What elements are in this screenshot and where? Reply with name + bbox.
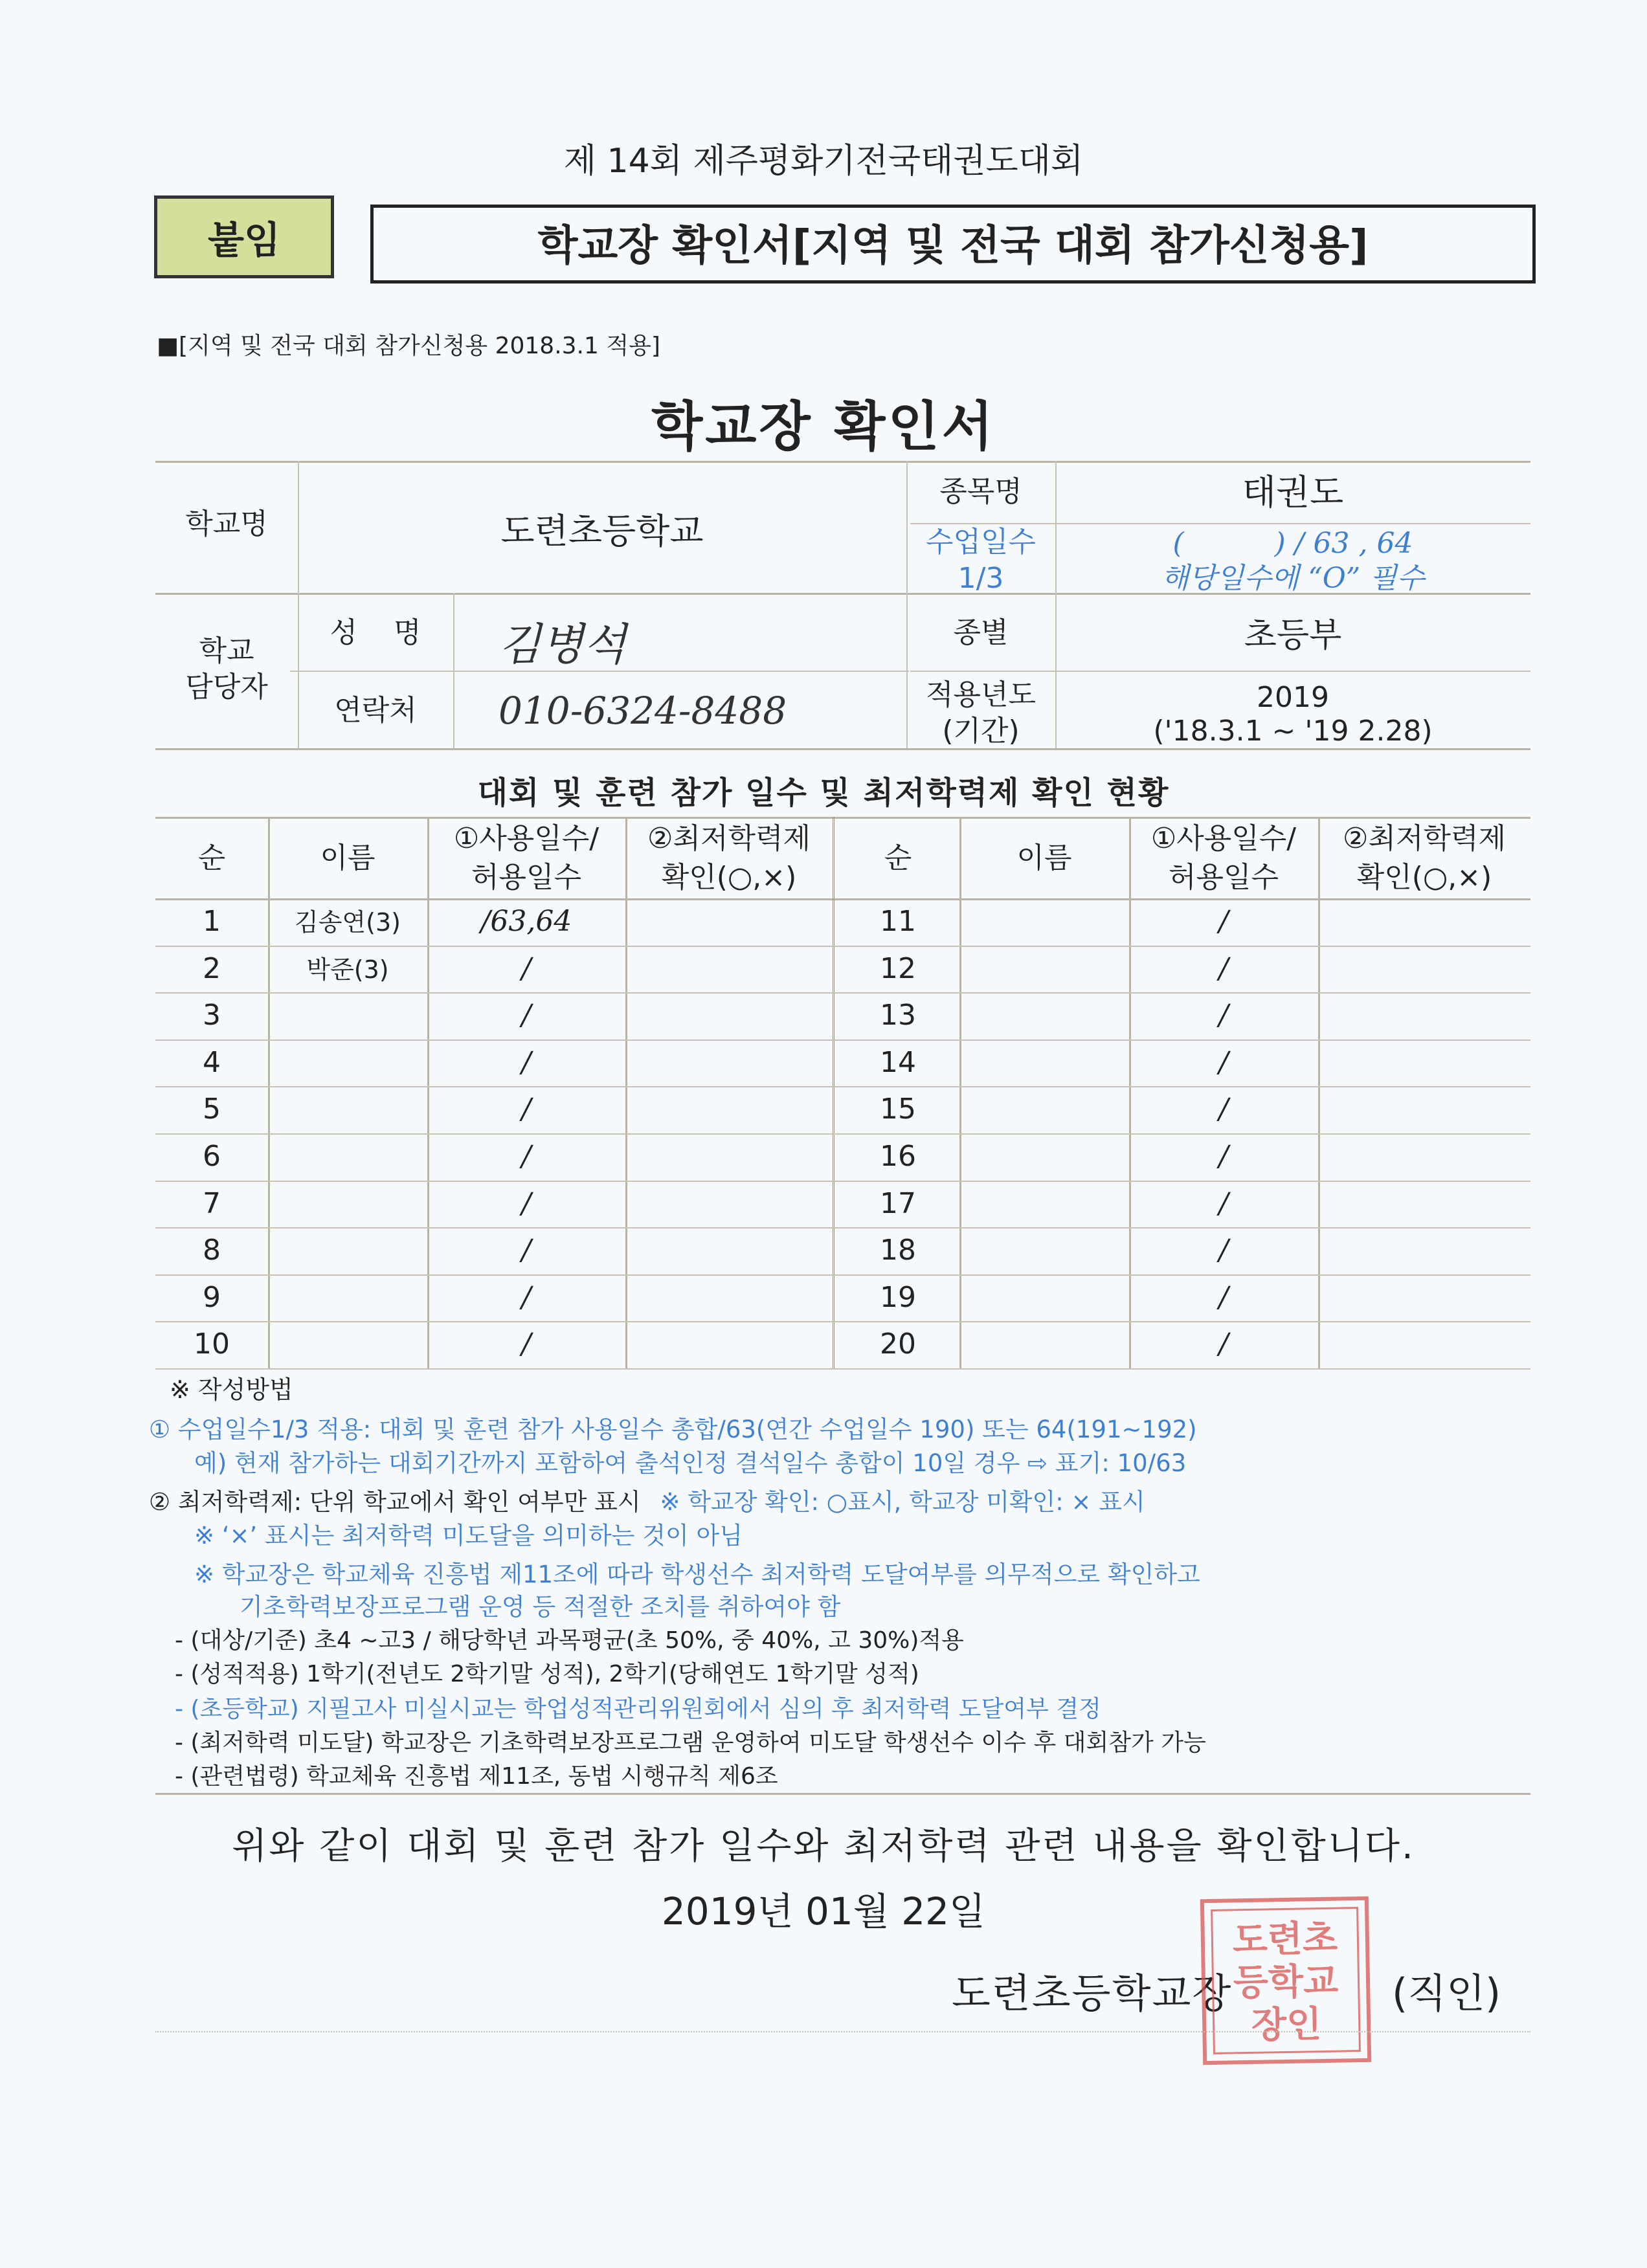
row-no-left: 4 xyxy=(203,1046,221,1079)
row-no-right: 15 xyxy=(880,1093,916,1126)
header-check-left-2: 확인(○,×) xyxy=(661,861,797,894)
name-label: 성 명 xyxy=(330,616,421,649)
row-days-left: / xyxy=(521,999,532,1032)
table-row-divider xyxy=(155,1133,1530,1135)
header-days-right-1: ①사용일수/ xyxy=(1150,822,1297,855)
confirm-statement: 위와 같이 대회 및 훈련 참가 일수와 최저학력 관련 내용을 확인합니다. xyxy=(232,1825,1415,1867)
category-value: 초등부 xyxy=(1244,616,1342,655)
note-line-2 xyxy=(149,1482,1145,1517)
row-days-left: / xyxy=(521,1140,532,1173)
header-check-left-1: ②최저학력제 xyxy=(647,822,811,855)
official-seal xyxy=(1200,1896,1371,2065)
note-line-1b: 예) 현재 참가하는 대회기간까지 포함하여 출석인정 결석일수 총합이 10일 경우 ⇨ 표기: 10/63 xyxy=(194,1449,1187,1477)
header-days-left-2: 허용일수 xyxy=(471,861,581,894)
event-label: 종목명 xyxy=(939,475,1022,508)
row-no-left: 10 xyxy=(194,1328,230,1361)
row-no-left: 8 xyxy=(203,1234,221,1267)
days-label-1: 수업일수 xyxy=(925,526,1036,559)
year-value-1: 2019 xyxy=(1257,681,1329,714)
row-days-left: / xyxy=(521,1328,532,1361)
row-days-left: / xyxy=(521,1187,532,1220)
attachment-badge: 붙임 xyxy=(154,195,334,278)
row-no-left: 3 xyxy=(203,999,221,1032)
row-days-right: / xyxy=(1218,999,1229,1032)
days-value-1: ( ) / 63 , 64 xyxy=(1172,527,1413,560)
note-line-5: - (대상/기준) 초4 ~고3 / 해당학년 과목평균(초 50%, 중 40%, 고 30%)적용 xyxy=(175,1627,964,1654)
event-value: 태권도 xyxy=(1242,472,1344,513)
table-row-divider xyxy=(155,1040,1530,1041)
year-label-1: 적용년도 xyxy=(925,678,1036,711)
header-days-left-1: ①사용일수/ xyxy=(453,822,599,855)
row-days-right: / xyxy=(1218,1281,1229,1314)
table-row-divider xyxy=(155,1227,1530,1228)
row-days-left: /63,64 xyxy=(480,905,572,938)
note-line-3: ※ ‘×’ 표시는 최저학력 미도달을 의미하는 것이 아님 xyxy=(194,1522,743,1550)
row-no-right: 16 xyxy=(880,1140,916,1173)
notes-heading: ※ 작성방법 xyxy=(170,1375,293,1404)
note-line-9: - (관련법령) 학교체육 진흥법 제11조, 동법 시행규칙 제6조 xyxy=(175,1763,778,1790)
box-title: 학교장 확인서[지역 및 전국 대회 참가신청용] xyxy=(370,205,1536,284)
table-row-divider xyxy=(155,1321,1530,1322)
school-label: 학교명 xyxy=(185,507,268,540)
table-row-divider xyxy=(155,992,1530,994)
row-name-left: 김송연(3) xyxy=(295,908,401,937)
applies-note: ■[지역 및 전국 대회 참가신청용 2018.3.1 적용] xyxy=(157,333,660,359)
note-line-4a: ※ 학교장은 학교체육 진흥법 제11조에 따라 학생선수 최저학력 도달여부를 의무적으로 확인하고 xyxy=(194,1561,1200,1588)
row-days-right: / xyxy=(1218,1046,1229,1079)
row-no-right: 14 xyxy=(880,1046,916,1079)
signer-title: 도련초등학교장 xyxy=(952,1970,1233,2017)
document-title: 학교장 확인서 xyxy=(651,396,996,458)
row-no-left: 6 xyxy=(203,1140,221,1173)
seal-text: 도련초등학교장인 xyxy=(1232,1917,1339,2047)
row-no-right: 11 xyxy=(880,905,916,938)
row-name-left: 박준(3) xyxy=(306,955,389,984)
row-days-right: / xyxy=(1218,1140,1229,1173)
table-row-divider xyxy=(155,1368,1530,1370)
row-days-right: / xyxy=(1218,905,1229,938)
row-no-right: 17 xyxy=(880,1187,916,1220)
row-no-right: 19 xyxy=(880,1281,916,1314)
row-no-right: 20 xyxy=(880,1328,916,1361)
days-value-2: 해당일수에 “O” 필수 xyxy=(1161,562,1425,595)
school-value: 도련초등학교 xyxy=(500,511,704,551)
phone-label: 연락처 xyxy=(334,694,417,727)
row-days-right: / xyxy=(1218,1234,1229,1267)
table-title: 대회 및 훈련 참가 일수 및 최저학력제 확인 현황 xyxy=(477,775,1170,811)
note-line-7: - (초등학교) 지필고사 미실시교는 학업성적관리위원회에서 심의 후 최저학력 도달여부 결정 xyxy=(175,1696,1101,1722)
row-no-right: 13 xyxy=(880,999,916,1032)
year-value-2: ('18.3.1 ~ '19 2.28) xyxy=(1153,715,1433,748)
note-line-6: - (성적적용) 1학기(전년도 2학기말 성적), 2학기(당해연도 1학기말 성적) xyxy=(175,1661,919,1687)
row-days-left: / xyxy=(521,1093,532,1126)
row-no-right: 12 xyxy=(880,952,916,985)
row-days-left: / xyxy=(521,952,532,985)
row-days-left: / xyxy=(521,1046,532,1079)
header-check-right-2: 확인(○,×) xyxy=(1356,861,1492,894)
header-check-right-1: ②최저학력제 xyxy=(1343,822,1506,855)
table-row-divider xyxy=(155,1086,1530,1087)
header-days-right-2: 허용일수 xyxy=(1168,861,1279,894)
row-no-left: 2 xyxy=(203,952,221,985)
row-no-left: 9 xyxy=(203,1281,221,1314)
note-line-4b: 기초학력보장프로그램 운영 등 적절한 조치를 취하여야 함 xyxy=(240,1593,841,1621)
note-line-2-highlight: ※ 학교장 확인: ○표시, 학교장 미확인: × 표시 xyxy=(660,1488,1145,1516)
phone-value: 010-6324-8488 xyxy=(499,689,787,733)
row-no-right: 18 xyxy=(880,1234,916,1267)
header-no-left: 순 xyxy=(197,841,226,874)
row-days-left: / xyxy=(521,1281,532,1314)
year-label-2: (기간) xyxy=(942,715,1020,748)
header-no-right: 순 xyxy=(884,841,912,874)
row-days-left: / xyxy=(521,1234,532,1267)
table-row-divider xyxy=(155,1181,1530,1182)
row-no-left: 5 xyxy=(203,1093,221,1126)
issue-date: 2019년 01월 22일 xyxy=(661,1889,986,1933)
contact-label-1: 학교 xyxy=(199,634,254,667)
note-line-2-text: ② 최저학력제: 단위 학교에서 확인 여부만 표시 xyxy=(149,1488,641,1516)
row-days-right: / xyxy=(1218,1328,1229,1361)
row-no-left: 7 xyxy=(203,1187,221,1220)
header-name-left: 이름 xyxy=(320,841,375,874)
category-label: 종별 xyxy=(953,616,1009,649)
event-title: 제 14회 제주평화기전국태권도대회 xyxy=(563,142,1084,181)
note-line-1a: ① 수업일수1/3 적용: 대회 및 훈련 참가 사용일수 총합/63(연간 수업일수 190) 또는 64(191~192) xyxy=(149,1416,1197,1443)
note-line-8: - (최저학력 미도달) 학교장은 기초학력보장프로그램 운영하여 미도달 학생선수 이수 후 대회참가 가능 xyxy=(175,1729,1206,1756)
seal-placeholder-note: (직인) xyxy=(1392,1970,1501,2017)
table-row-divider xyxy=(155,946,1530,947)
days-label-2: 1/3 xyxy=(958,562,1004,595)
name-value: 김병석 xyxy=(499,619,627,671)
row-days-right: / xyxy=(1218,952,1229,985)
table-row-divider xyxy=(155,1274,1530,1276)
contact-label-2: 담당자 xyxy=(185,671,268,704)
row-no-left: 1 xyxy=(203,905,221,938)
header-name-right: 이름 xyxy=(1016,841,1072,874)
row-days-right: / xyxy=(1218,1093,1229,1126)
row-days-right: / xyxy=(1218,1187,1229,1220)
